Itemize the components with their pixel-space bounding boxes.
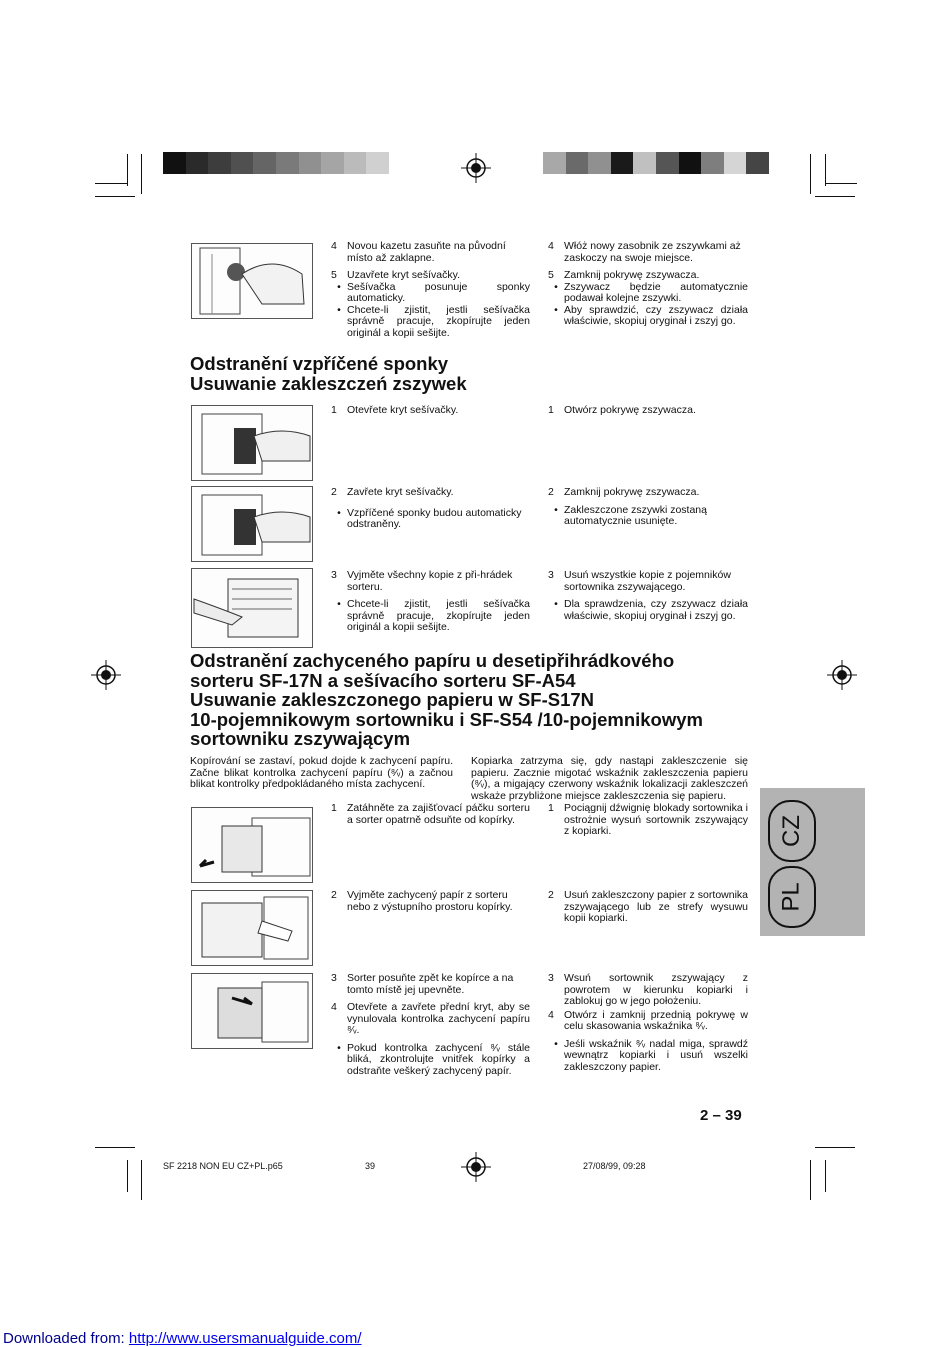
heading-staple-jam: Odstranění vzpříčené sponky Usuwanie zakleszczeń zszywek [190,353,467,394]
color-swatch [321,152,344,174]
color-swatch [701,152,724,174]
cz-paper-step3-4: 3 Sorter posuňte zpět ke kopírce a na tomto místě jej upevněte. 4 Otevřete a zavřete přední kryt, aby se vynulovala kontrolka zachycení papíru ⁸⁄ᵥ. • Pokud kontrolka zachycení ⁸⁄ᵥ stále bliká, zkontrolujte vnitřek kopírky a odstraňte veškerý zachycený papír. [331,972,530,1077]
download-label: Downloaded from: [3,1330,129,1347]
color-swatch [656,152,679,174]
color-swatch [231,152,254,174]
color-swatch [611,152,634,174]
color-swatch [566,152,589,174]
pl-steps-top: 4 Włóż nowy zasobnik ze zszywkami aż zaskoczy na swoje miejsce. 5 Zamknij pokrywę zszywacza. • Zszywacz będzie automatycznie podawał kolejne zszywki. • Aby sprawdzić, czy zszywacz działa właściwie, skopiuj oryginał i zszyj go. [548,240,748,327]
illustration-push-sorter-back [191,973,313,1049]
registration-mark-left [91,660,121,690]
color-swatch [633,152,656,174]
footer-date: 27/08/99, 09:28 [583,1161,646,1171]
color-swatch [253,152,276,174]
cz-paper-step2: 2 Vyjměte zachycený papír z sorteru nebo z výstupního prostoru kopírky. [331,889,513,913]
registration-mark-top [461,153,491,183]
pl-staple-step2: 2 Zamknij pokrywę zszywacza. • Zakleszczone zszywki zostaną automatycznie usunięte. [548,486,707,527]
color-swatch [299,152,322,174]
page-number: 2 – 39 [700,1107,742,1124]
pl-intro: Kopiarka zatrzyma się, gdy nastąpi zakleszczenie się papieru. Zacznie migotać wskaźnik zakleszczenia papieru (⁸⁄ᵥ), a migający czerwony wskaźnik lokalizacji zakleszczeń wskaże przybliżone miejsce zakleszczenia się papieru. [471,755,748,802]
cz-staple-step3: 3 Vyjměte všechny kopie z při-hrádek sorteru. • Chcete-li zjistit, jestli sešívačka správně pracuje, zkopírujte jeden originál a kopii sešijte. [331,569,530,633]
color-swatch [186,152,209,174]
illustration-remove-jammed-paper [191,890,313,966]
color-swatch [746,152,769,174]
illustration-remove-copies [191,568,313,648]
heading-paper-jam: Odstranění zachyceného papíru u desetipřihrádkového sorteru SF-17N a sešívacího sorteru SF-A54 Usuwanie zakleszczonego papieru w SF-S17N 10-pojemnikowym sortowniku i SF-S54 /10-pojemnikowym sortowniku zszywającym [190,650,703,749]
color-swatch [679,152,702,174]
color-swatch [163,152,186,174]
cz-steps-top: 4 Novou kazetu zasuňte na původní místo až zaklapne. 5 Uzavřete kryt sešívačky. • Sešívačka posunuje sponky automaticky. • Chcete-li zjistit, jestli sešívačka správně pracuje, zkopírujte jeden originál a kopii sešijte. [331,240,530,339]
pl-staple-step1: 1 Otwórz pokrywę zszywacza. [548,404,696,416]
footer-page: 39 [365,1161,376,1171]
download-link[interactable]: http://www.usersmanualguide.com/ [128,1330,362,1347]
download-source [3,1330,362,1347]
color-swatch [366,152,389,174]
illustration-pull-sorter [191,807,313,883]
cz-intro: Kopírování se zastaví, pokud dojde k zachycení papíru. Začne blikat kontrolka zachycení papíru (⁸⁄ᵥ) a začnou blikat kontrolky předpokládaného místa zachycení. [190,755,453,790]
color-swatch [588,152,611,174]
color-bar-left [163,152,389,174]
registration-mark-bottom [461,1152,491,1182]
language-tab-cz: CZ [768,800,816,862]
pl-paper-step3-4: 3 Wsuń sortownik zszywający z powrotem w kierunku kopiarki i zablokuj go w jego położeniu. 4 Otwórz i zamknij przednią pokrywę w celu skasowania wskaźnika ⁸⁄ᵥ. • Jeśli wskaźnik ⁸⁄ᵥ nadal miga, sprawdź wewnątrz kopiarki i usuń wszelki zakleszczony papier. [548,972,748,1073]
illustration-staple-cartridge [191,243,313,319]
language-tab [760,788,865,936]
footer-file: SF 2218 NON EU CZ+PL.p65 [163,1161,283,1171]
color-swatch [543,152,566,174]
color-bar-right [543,152,769,174]
color-swatch [344,152,367,174]
pl-staple-step3: 3 Usuń wszystkie kopie z pojemników sortownika zszywającego. • Dla sprawdzenia, czy zszywacz działa właściwie, skopiuj oryginał i zszyj go. [548,569,748,622]
illustration-close-cover [191,486,313,562]
language-tab-pl: PL [768,866,816,928]
color-swatch [276,152,299,174]
cz-paper-step1: 1 Zatáhněte za zajišťovací páčku sorteru a sorter opatrně odsuňte od kopírky. [331,802,530,826]
pl-paper-step1: 1 Pociągnij dźwignię blokady sortownika i ostrożnie wysuń sortownik zszywający z kopiarki. [548,802,748,837]
cz-staple-step2: 2 Zavřete kryt sešívačky. • Vzpříčené sponky budou automaticky odstraněny. [331,486,522,530]
cz-staple-step1: 1 Otevřete kryt sešívačky. [331,404,459,416]
pl-paper-step2: 2 Usuń zakleszczony papier z sortownika zszywającego lub ze strefy wysuwu kopii kopiarki. [548,889,748,924]
illustration-open-cover [191,405,313,481]
color-swatch [208,152,231,174]
registration-mark-right [827,660,857,690]
color-swatch [724,152,747,174]
